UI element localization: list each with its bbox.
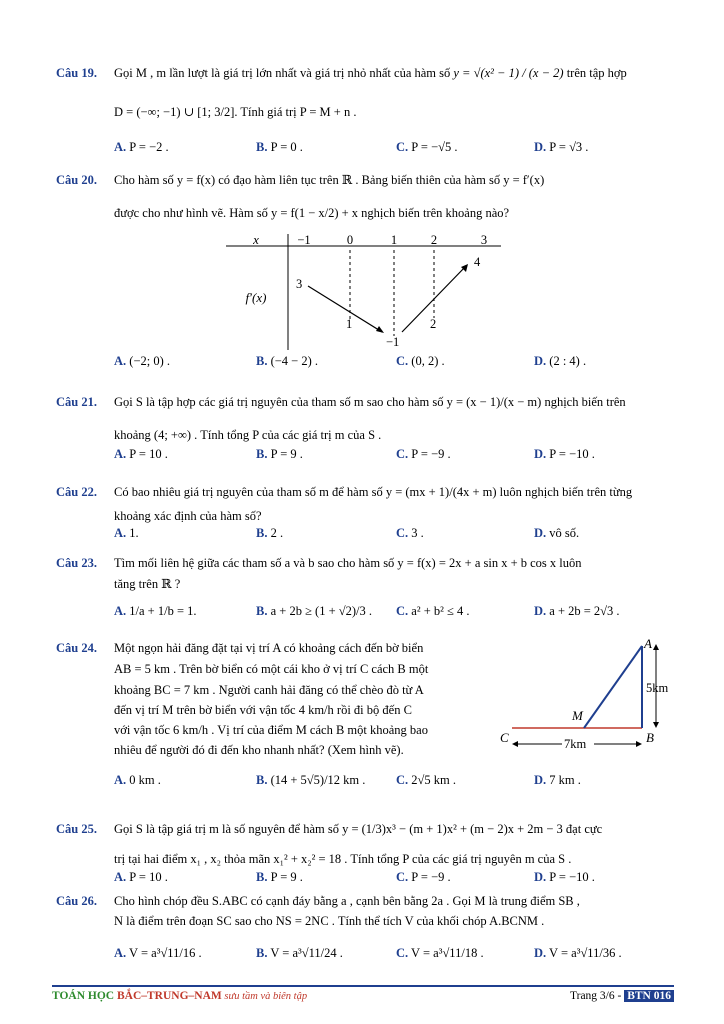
q20-variation-table [226, 232, 506, 352]
page-number [570, 990, 674, 1002]
q24-option-b[interactable]: B. (14 + 5√5)/12 km . [256, 773, 366, 787]
q24-line1 [56, 641, 423, 656]
q23-option-d[interactable]: D. a + 2b = 2√3 . [534, 604, 620, 618]
q26-options [114, 946, 674, 966]
q19-option-c[interactable]: C. P = −√5 . [396, 140, 458, 154]
figure-ab-length: 5km [646, 681, 669, 695]
q20-line2: được cho như hình vẽ. Hàm số y = f(1 − x/2) + x nghịch biến trên khoảng nào? [114, 206, 510, 220]
q22-option-c[interactable]: C. 3 . [396, 526, 424, 540]
q25-line2: trị tại hai điểm x₁ , x₂ thỏa mãn x₁² + x₂² = 18 . Tính tổng P của các giá trị nguyên m của S . [114, 852, 572, 866]
q21-label: Câu 21. [56, 395, 97, 409]
table-x-value: 1 [390, 233, 398, 247]
q24-label: Câu 24. [56, 641, 97, 655]
table-value: 2 [430, 317, 437, 331]
q22-label: Câu 22. [56, 485, 97, 499]
doc-code-badge: BTN 016 [624, 990, 674, 1002]
q21-option-c[interactable]: C. P = −9 . [396, 447, 451, 461]
q19-text: Gọi M , m lần lượt là giá trị lớn nhất và giá trị nhỏ nhất của hàm số [114, 66, 451, 80]
q24-line4: đến vị trí M trên bờ biển với vận tốc 4 km/h rồi đi bộ đến C [114, 703, 412, 717]
figure-point-m: M [572, 708, 583, 723]
page-number-text: Trang 3/6 - [570, 990, 625, 1002]
q20-options [114, 354, 674, 374]
figure-point-c: C [500, 730, 509, 745]
q20-option-a[interactable]: A. (−2; 0) . [114, 354, 171, 368]
q22-line1 [56, 485, 632, 500]
q23-line1 [56, 556, 582, 571]
q25-options [114, 870, 674, 890]
q23-options [114, 604, 674, 624]
q25-option-b[interactable]: B. P = 9 . [256, 870, 303, 884]
q23-option-c[interactable]: C. a² + b² ≤ 4 . [396, 604, 470, 618]
q19-line2: D = (−∞; −1) ∪ [1; 3/2]. Tính giá trị P = M + n . [114, 105, 357, 119]
table-x-value: 2 [430, 233, 438, 247]
q22-option-a[interactable]: A. 1. [114, 526, 139, 540]
q21-text: Gọi S là tập hợp các giá trị nguyên của tham số m sao cho hàm số y = (x − 1)/(x − m) nghịch biến trên [114, 395, 626, 409]
q26-option-d[interactable]: D. V = a³√11/36 . [534, 946, 622, 960]
q20-text: Cho hàm số y = f(x) có đạo hàm liên tục trên ℝ . Bảng biến thiên của hàm số y = f′(x) [114, 173, 545, 187]
figure-point-b: B [646, 730, 654, 745]
q24-figure [496, 636, 682, 756]
q20-label: Câu 20. [56, 173, 97, 187]
q24-option-a[interactable]: A. 0 km . [114, 773, 161, 787]
q26-label: Câu 26. [56, 894, 97, 908]
footer-brand [52, 990, 307, 1002]
q24-text: Một ngọn hải đăng đặt tại vị trí A có khoảng cách đến bờ biển [114, 641, 424, 655]
q21-line1 [56, 395, 626, 410]
q21-option-a[interactable]: A. P = 10 . [114, 447, 168, 461]
q19-function: y = √(x² − 1) / (x − 2) [453, 66, 564, 80]
q26-line1 [56, 894, 580, 909]
page-footer [52, 985, 674, 1007]
q22-option-d[interactable]: D. vô số. [534, 526, 580, 540]
q20-option-b[interactable]: B. (−4 − 2) . [256, 354, 319, 368]
q24-option-c[interactable]: C. 2√5 km . [396, 773, 456, 787]
q24-line5: với vận tốc 6 km/h . Vị trí của điểm M cách B một khoảng bao [114, 723, 428, 737]
q22-option-b[interactable]: B. 2 . [256, 526, 284, 540]
footer-brand-part2: BẮC–TRUNG–NAM [116, 990, 222, 1002]
q26-text: Cho hình chóp đều S.ABC có cạnh đáy bằng a , cạnh bên bằng 2a . Gọi M là trung điểm SB , [114, 894, 580, 908]
table-row-label: f′(x) [245, 290, 267, 305]
q20-option-d[interactable]: D. (2 : 4) . [534, 354, 587, 368]
q23-option-a[interactable]: A. 1/a + 1/b = 1. [114, 604, 197, 618]
q25-option-d[interactable]: D. P = −10 . [534, 870, 595, 884]
table-value: 3 [296, 277, 303, 291]
footer-brand-tagline: sưu tầm và biên tập [221, 991, 308, 1002]
q24-options [114, 773, 674, 793]
q26-option-c[interactable]: C. V = a³√11/18 . [396, 946, 484, 960]
q25-text: Gọi S là tập giá trị m là số nguyên để hàm số y = (1/3)x³ − (m + 1)x² + (m − 2)x + 2m − 3 đạt cực [114, 822, 603, 836]
q26-line2: N là điểm trên đoạn SC sao cho NS = 2NC . Tính thể tích V của khối chóp A.BCNM . [114, 914, 545, 928]
table-x-label: x [253, 232, 259, 247]
q21-option-d[interactable]: D. P = −10 . [534, 447, 595, 461]
table-value: −1 [386, 335, 400, 349]
table-x-value: −1 [297, 233, 311, 247]
q26-option-b[interactable]: B. V = a³√11/24 . [256, 946, 343, 960]
q19-option-b[interactable]: B. P = 0 . [256, 140, 303, 154]
q22-line2: khoảng xác định của hàm số? [114, 509, 262, 523]
q19-option-d[interactable]: D. P = √3 . [534, 140, 589, 154]
figure-point-a: A [644, 636, 652, 651]
q19-label: Câu 19. [56, 66, 97, 80]
q23-option-b[interactable]: B. a + 2b ≥ (1 + √2)/3 . [256, 604, 373, 618]
q24-line2: AB = 5 km . Trên bờ biển có một cái kho ở vị trí C cách B một [114, 662, 429, 676]
q24-line3: khoảng BC = 7 km . Người canh hải đăng có thể chèo đò từ A [114, 683, 424, 697]
q25-label: Câu 25. [56, 822, 97, 836]
table-value: 1 [346, 317, 353, 331]
footer-brand-part1: TOÁN HỌC [52, 990, 117, 1002]
q24-line6: nhiêu để người đó đi đến kho nhanh nhất? (Xem hình vẽ). [114, 743, 404, 757]
q21-line2: khoảng (4; +∞) . Tính tổng P của các giá trị m của S . [114, 428, 382, 442]
q25-option-c[interactable]: C. P = −9 . [396, 870, 451, 884]
q26-option-a[interactable]: A. V = a³√11/16 . [114, 946, 202, 960]
q23-line2: tăng trên ℝ ? [114, 577, 181, 591]
q23-text: Tìm mối liên hệ giữa các tham số a và b sao cho hàm số y = f(x) = 2x + a sin x + b cos x luôn [114, 556, 582, 570]
q20-line1 [56, 172, 544, 188]
q21-option-b[interactable]: B. P = 9 . [256, 447, 303, 461]
q25-line1 [56, 822, 602, 837]
table-value: 4 [474, 255, 481, 269]
q23-label: Câu 23. [56, 556, 97, 570]
q21-options [114, 447, 674, 467]
q22-options [114, 526, 674, 546]
q25-option-a[interactable]: A. P = 10 . [114, 870, 168, 884]
q20-option-c[interactable]: C. (0, 2) . [396, 354, 445, 368]
table-x-value: 0 [346, 233, 354, 247]
table-x-value: 3 [480, 233, 488, 247]
figure-bc-length: 7km [564, 737, 587, 751]
q24-option-d[interactable]: D. 7 km . [534, 773, 581, 787]
q22-text: Có bao nhiêu giá trị nguyên của tham số m để hàm số y = (mx + 1)/(4x + m) luôn nghịch biến trên từng [114, 485, 633, 499]
q19-options [114, 140, 674, 160]
table-arrow-down [308, 286, 382, 332]
q19-option-a[interactable]: A. P = −2 . [114, 140, 169, 154]
q19-text-end: trên tập hợp [566, 66, 627, 80]
q19-line1 [56, 66, 627, 81]
